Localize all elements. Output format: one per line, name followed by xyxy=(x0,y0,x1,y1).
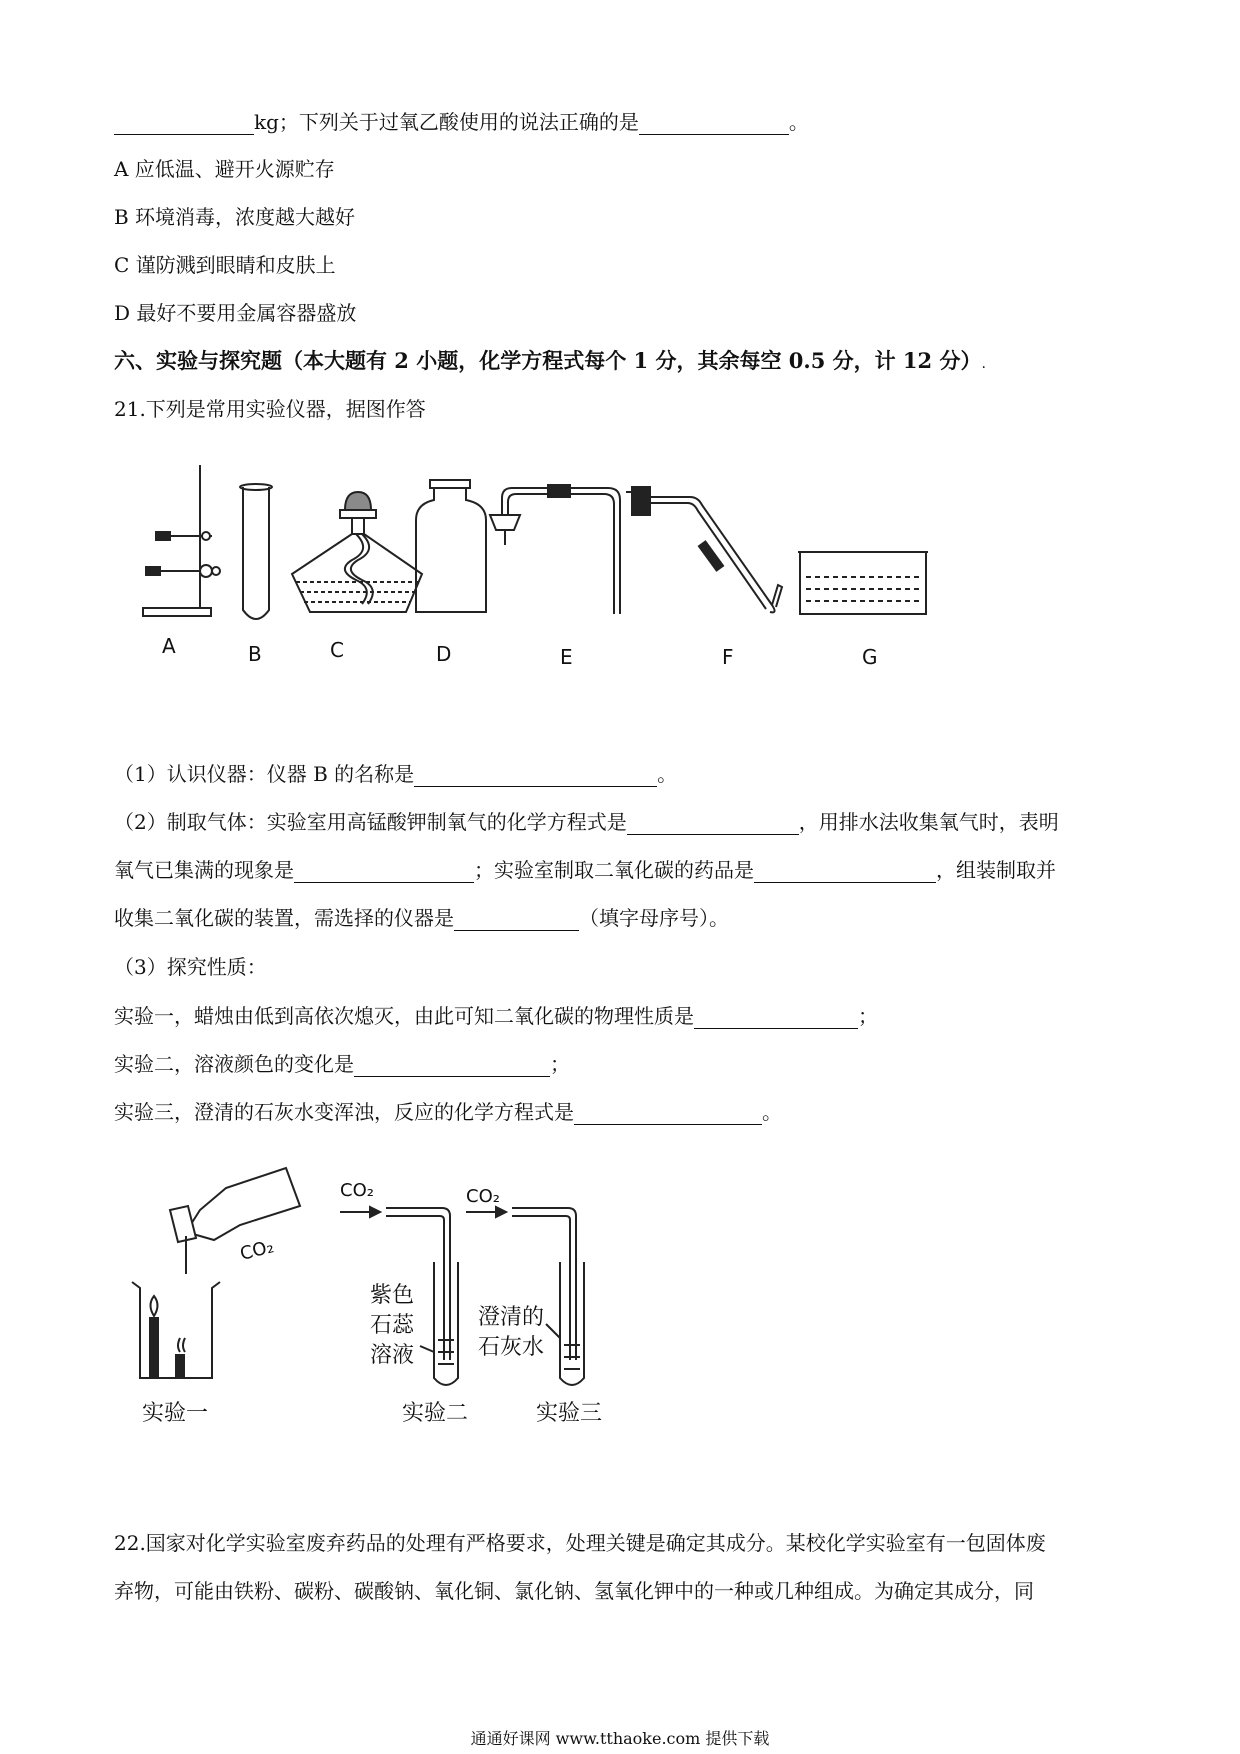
q22-line1: 22.国家对化学实验室废弃药品的处理有严格要求，处理关键是确定其成分。某校化学实验室有一包固体废 xyxy=(114,1531,1046,1555)
limewater-label-line2: 石灰水 xyxy=(478,1335,545,1360)
q21-part1: （1）认识仪器：仪器 B 的名称是 。 xyxy=(114,762,678,786)
co2-bottle-label: CO₂ xyxy=(237,1236,276,1265)
q21-part2-line3: 收集二氧化碳的装置，需选择的仪器是 （填字母序号）。 xyxy=(114,906,729,930)
experiment-3-label: 实验三 xyxy=(536,1401,603,1426)
option-b: B 环境消毒，浓度越大越好 xyxy=(114,205,356,229)
apparatus-label-a: A xyxy=(162,634,176,658)
co2-bottle-drawing xyxy=(170,1168,300,1274)
section-title: 六、实验与探究题（本大题有 2 小题，化学方程式每个 1 分，其余每空 0.5 分，计 12 分）. xyxy=(114,348,986,373)
apparatus-label-d: D xyxy=(436,642,452,666)
page-footer: 通通好课网 www.tthaoke.com 提供下载 xyxy=(470,1729,770,1748)
beaker-candles-drawing xyxy=(132,1282,220,1378)
q21-part2-line2: 氧气已集满的现象是 ；实验室制取二氧化碳的药品是 ，组装制取并 xyxy=(114,858,1056,882)
option-a: A 应低温、避开火源贮存 xyxy=(114,157,335,181)
q21-exp2: 实验二，溶液颜色的变化是 ； xyxy=(114,1052,570,1076)
litmus-label-line2: 石蕊 xyxy=(370,1313,415,1338)
co2-arrow-2 xyxy=(466,1207,506,1217)
option-c: C 谨防溅到眼睛和皮肤上 xyxy=(114,253,336,277)
apparatus-label-c: C xyxy=(330,638,344,662)
apparatus-label-g: G xyxy=(862,645,878,669)
co2-arrow-label-2: CO₂ xyxy=(466,1186,500,1207)
litmus-label-line1: 紫色 xyxy=(370,1283,415,1308)
litmus-label-line3: 溶液 xyxy=(370,1343,415,1368)
experiment-1-label: 实验一 xyxy=(142,1401,209,1426)
q21-stem: 21.下列是常用实验仪器，据图作答 xyxy=(114,397,426,421)
q21-part3: （3）探究性质： xyxy=(114,955,267,979)
q20-answer-line: kg；下列关于过氧乙酸使用的说法正确的是 。 xyxy=(114,109,809,135)
apparatus-label-b: B xyxy=(248,642,262,666)
co2-arrow-label-1: CO₂ xyxy=(340,1180,374,1201)
q22-line2: 弃物，可能由铁粉、碳粉、碳酸钠、氧化铜、氯化钠、氢氧化钾中的一种或几种组成。为确定其成分，同 xyxy=(114,1579,1034,1603)
co2-arrow-1 xyxy=(340,1207,380,1217)
experiment-2-label: 实验二 xyxy=(402,1401,469,1426)
q21-part2-line1: （2）制取气体：实验室用高锰酸钾制氧气的化学方程式是 ，用排水法收集氧气时，表明 xyxy=(114,810,1059,834)
q21-exp3: 实验三，澄清的石灰水变浑浊，反应的化学方程式是 。 xyxy=(114,1100,782,1124)
limewater-label-line1: 澄清的 xyxy=(478,1305,545,1330)
option-d: D 最好不要用金属容器盛放 xyxy=(114,301,357,325)
apparatus-label-e: E xyxy=(560,645,573,669)
q21-exp1: 实验一，蜡烛由低到高依次熄灭，由此可知二氧化碳的物理性质是 ； xyxy=(114,1004,878,1028)
apparatus-label-f: F xyxy=(722,645,734,669)
